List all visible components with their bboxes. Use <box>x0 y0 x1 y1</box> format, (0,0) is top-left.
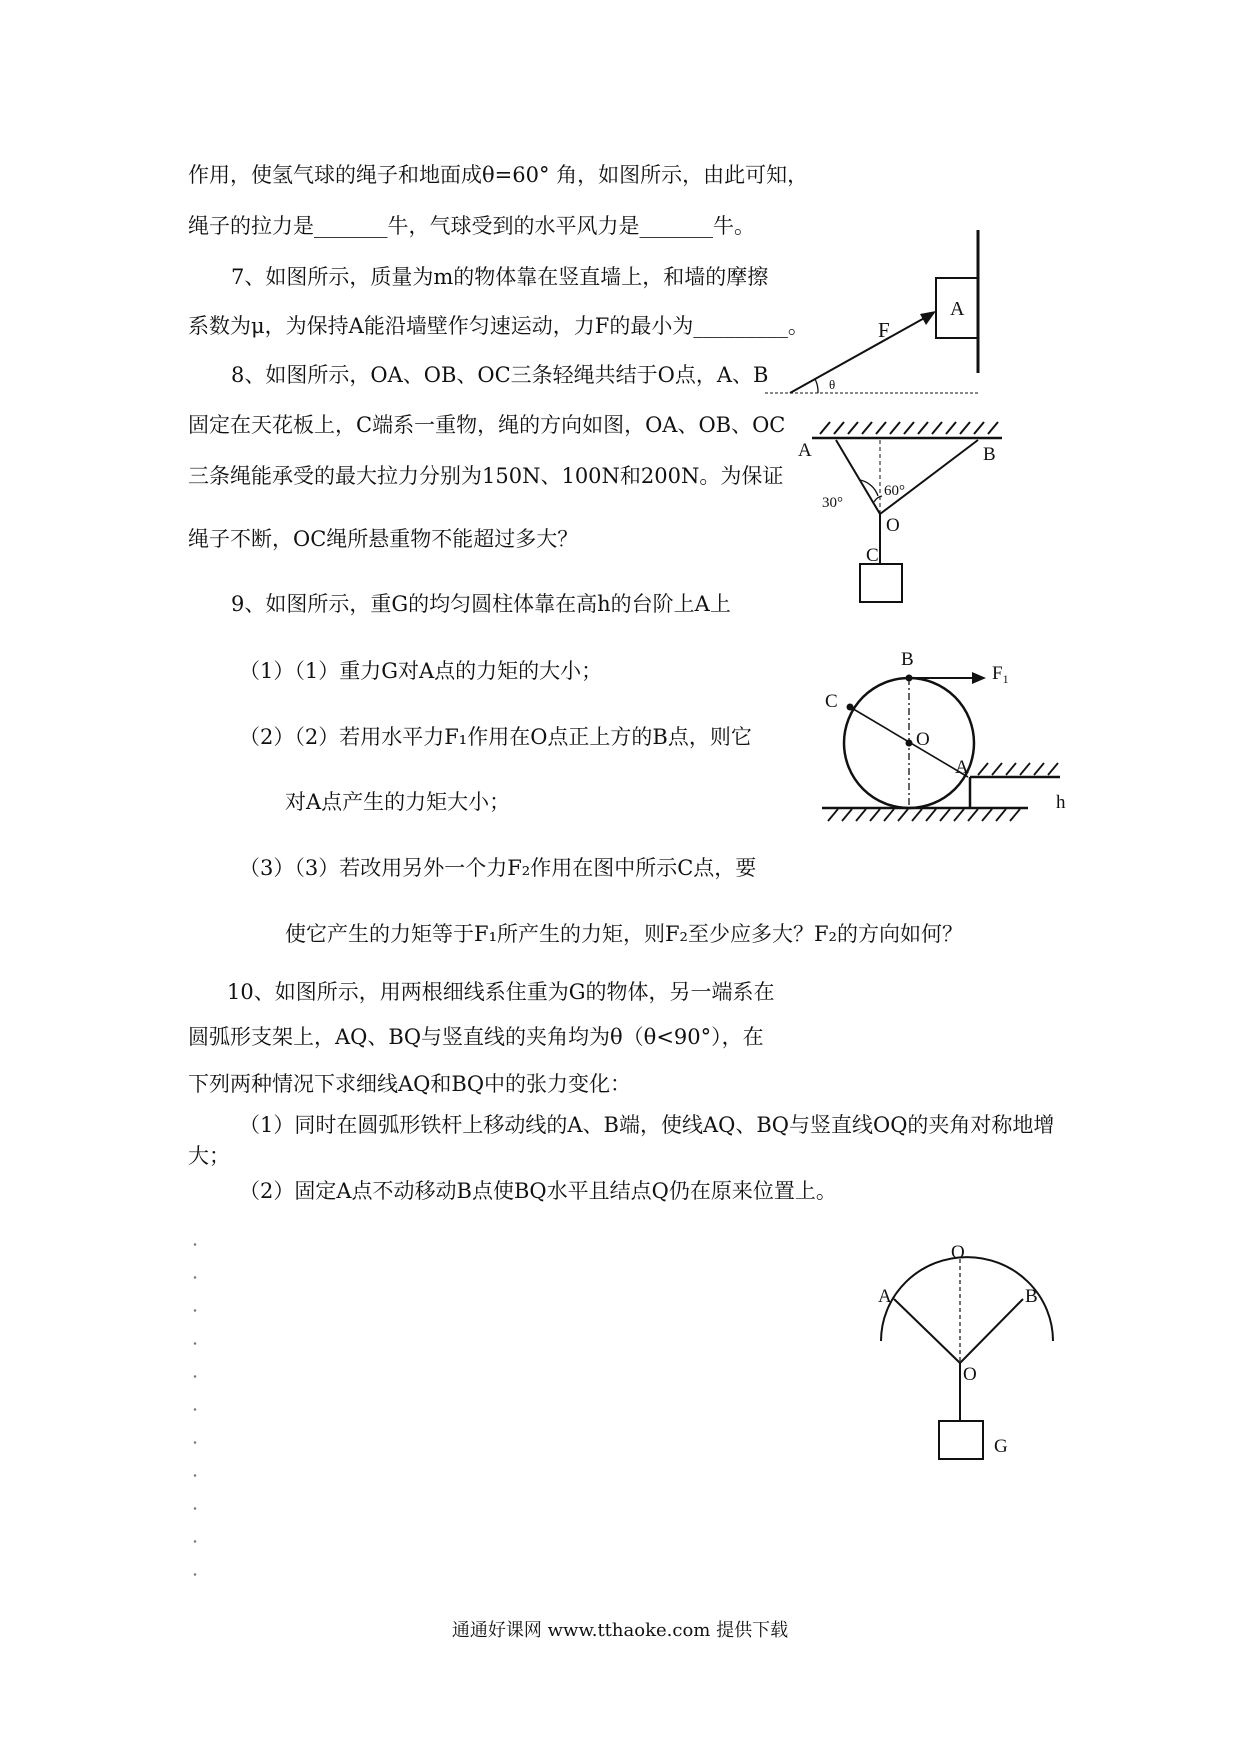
step-hatching <box>978 763 1058 775</box>
angle-label: θ <box>829 377 836 392</box>
question-7-line: 7、如图所示，质量为m的物体靠在竖直墙上，和墙的摩擦 <box>231 265 769 289</box>
point-a-label: A <box>798 440 812 461</box>
point-o-dot <box>906 740 913 747</box>
point-b-label: B <box>1025 1286 1038 1307</box>
margin-dots <box>192 1228 198 1588</box>
question-8-line: 固定在天花板上，C端系一重物，绳的方向如图，OA、OB、OC <box>188 413 786 437</box>
point-a-label: A <box>955 757 969 778</box>
force-arrow <box>790 316 928 393</box>
point-o-label: O <box>886 515 900 536</box>
text-line: 作用，使氢气球的绳子和地面成θ=60° 角，如图所示，由此可知， <box>188 163 809 187</box>
angle-60-label: 60° <box>884 483 905 499</box>
question-9-sub-3: 使它产生的力矩等于F₁所产生的力矩，则F₂至少应多大？F₂的方向如何？ <box>285 922 963 946</box>
question-10-sub-1: 大； <box>188 1144 230 1168</box>
ceiling-hatching <box>820 422 998 434</box>
weight-g-label: G <box>994 1436 1008 1457</box>
question-8-line: 8、如图所示，OA、OB、OC三条轻绳共结于O点，A、B <box>231 363 769 387</box>
text-line: 绳子的拉力是_______牛，气球受到的水平风力是_______牛。 <box>188 214 755 238</box>
question-10-sub-2: （2）固定A点不动移动B点使BQ水平且结点Q仍在原来位置上。 <box>239 1179 837 1203</box>
thread-aq <box>894 1299 960 1363</box>
thread-bq <box>960 1299 1023 1363</box>
point-o-label: O <box>916 729 930 750</box>
step-height-label: h <box>1056 792 1066 813</box>
weight-box <box>939 1421 983 1459</box>
question-9-sub-2: 对A点产生的力矩大小； <box>285 790 511 814</box>
point-c-label: C <box>825 691 838 712</box>
point-c-dot <box>847 704 854 711</box>
question-9-sub-2: （2）（2）若用水平力F₁作用在O点正上方的B点，则它 <box>239 725 752 749</box>
force-label: F <box>878 318 890 342</box>
question-9-sub-1: （1）（1）重力G对A点的力矩的大小； <box>239 659 603 683</box>
weight-box <box>860 564 902 602</box>
knot-label: O <box>963 1364 977 1385</box>
question-8-line: 绳子不断，OC绳所悬重物不能超过多大？ <box>188 527 579 551</box>
point-b-label: B <box>983 444 996 465</box>
rope-ob <box>880 440 978 514</box>
question-8-line: 三条绳能承受的最大拉力分别为150N、100N和200N。为保证 <box>188 464 784 488</box>
arc-top-label: O <box>951 1242 965 1263</box>
figure-9-cylinder <box>820 645 1070 840</box>
figure-8-ropes <box>790 418 1010 608</box>
question-10-line: 圆弧形支架上，AQ、BQ与竖直线的夹角均为θ（θ<90°），在 <box>188 1025 764 1049</box>
question-9-sub-3: （3）（3）若改用另外一个力F₂作用在图中所示C点，要 <box>239 856 757 880</box>
figure-10-arc-support <box>860 1242 1060 1470</box>
question-9-line: 9、如图所示，重G的均匀圆柱体靠在高h的台阶上A上 <box>231 592 731 616</box>
arrowhead-icon <box>972 672 986 684</box>
point-b-label: B <box>901 649 914 670</box>
point-c-label: C <box>866 545 879 566</box>
angle-30-label: 30° <box>822 495 843 511</box>
block-label: A <box>950 298 965 320</box>
question-7-line: 系数为μ，为保持A能沿墙壁作匀速运动，力F的最小为_________。 <box>188 314 809 338</box>
angle-arc <box>815 379 818 393</box>
question-10-sub-1: （1）同时在圆弧形铁杆上移动线的A、B端，使线AQ、BQ与竖直线OQ的夹角对称地增 <box>239 1113 1055 1137</box>
force-label: $F_1$ <box>992 663 1009 686</box>
figure-7-wall-block <box>760 225 1000 405</box>
ground-hatching <box>828 809 1020 821</box>
point-a-label: A <box>878 1286 892 1307</box>
question-10-line: 下列两种情况下求细线AQ和BQ中的张力变化： <box>188 1072 632 1096</box>
arrowhead-icon <box>920 311 936 325</box>
angle-arc <box>874 496 882 502</box>
question-10-line: 10、如图所示，用两根细线系住重为G的物体，另一端系在 <box>227 980 775 1004</box>
page-footer: 通通好课网 www.tthaoke.com 提供下载 <box>451 1620 789 1641</box>
